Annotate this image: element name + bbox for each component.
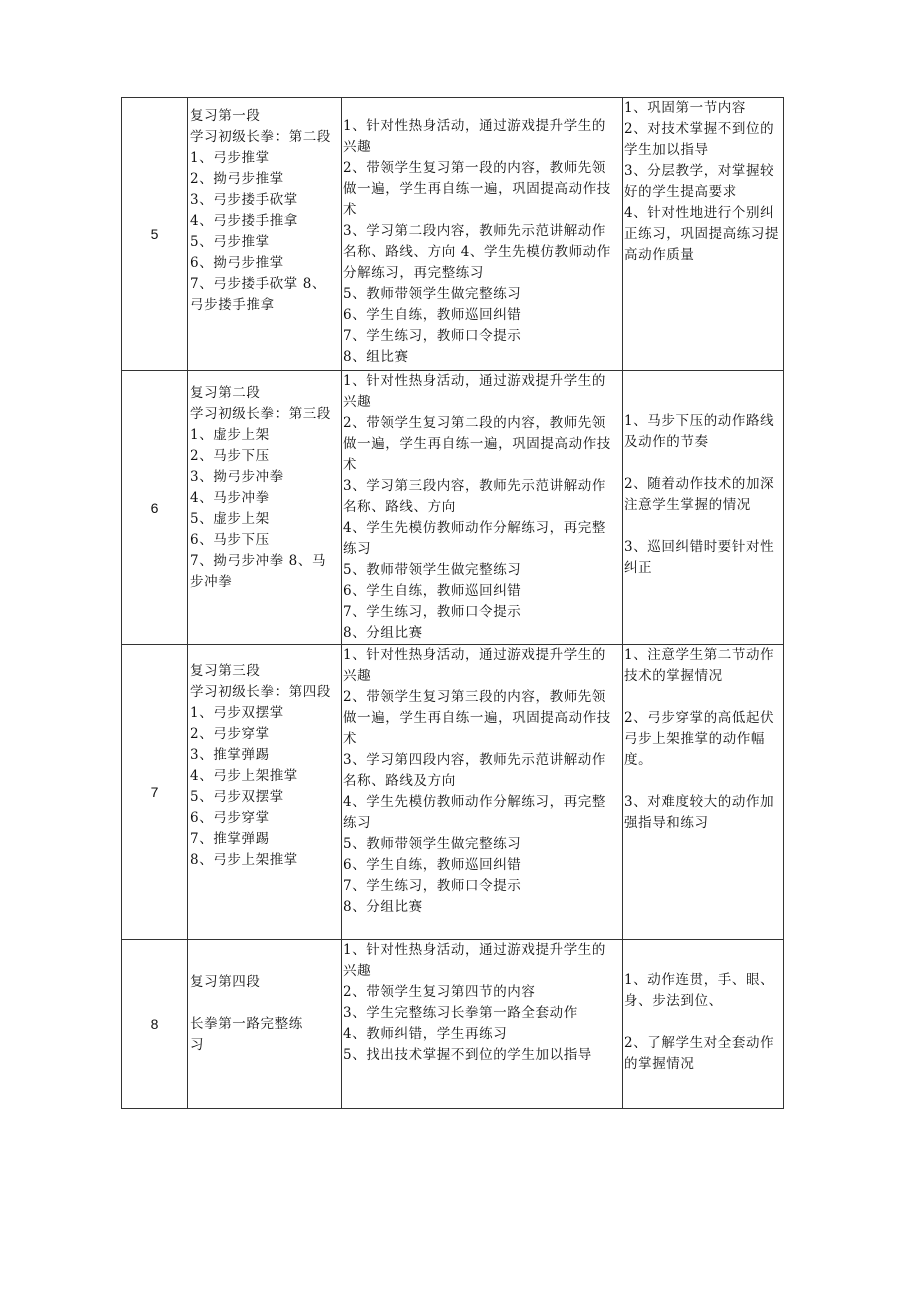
notes-line: 4、针对性地进行个别纠正练习，巩固提高练习提高动作质量	[624, 205, 780, 263]
lesson-plan-table	[121, 97, 784, 1109]
notes-line: 2、随着动作技术的加深注意学生掌握的情况	[624, 476, 775, 513]
content-cell	[188, 371, 342, 645]
notes-line: 2、了解学生对全套动作的掌握情况	[624, 1035, 775, 1072]
content-line: 3、拗弓步冲拳	[190, 469, 284, 485]
content-line: 5、虚步上架	[190, 511, 270, 527]
content-line: 2、弓步穿掌	[190, 726, 270, 742]
process-cell	[342, 371, 623, 645]
table-row	[122, 98, 784, 371]
process-cell	[342, 645, 623, 940]
lesson-number: 7	[122, 645, 188, 940]
process-line: 4、学生先模仿教师动作分解练习，再完整练习	[343, 520, 606, 557]
content-line: 5、弓步双摆掌	[190, 789, 284, 805]
process-line: 6、学生自练，教师巡回纠错	[343, 857, 522, 873]
notes-line: 2、对技术掌握不到位的学生加以指导	[624, 121, 775, 158]
content-line: 5、弓步推掌	[190, 234, 270, 250]
notes-cell	[623, 645, 784, 940]
content-line: 8、弓步上架推掌	[190, 852, 298, 868]
content-line: 6、拗弓步推掌	[190, 255, 284, 271]
content-line: 1、弓步双摆掌	[190, 705, 284, 721]
process-line: 2、带领学生复习第三段的内容，教师先领做一遍，学生再自练一遍，巩固提高动作技术	[343, 689, 611, 747]
process-line: 2、带领学生复习第二段的内容，教师先领做一遍，学生再自练一遍，巩固提高动作技术	[343, 415, 611, 473]
content-line: 学习初级长拳：第四段	[190, 684, 331, 700]
content-cell	[188, 645, 342, 940]
process-line: 1、针对性热身活动，通过游戏提升学生的兴趣	[343, 118, 606, 155]
notes-line: 3、分层教学，对掌握较好的学生提高要求	[624, 163, 775, 200]
process-line: 1、针对性热身活动，通过游戏提升学生的兴趣	[343, 373, 606, 410]
process-line: 7、学生练习，教师口令提示	[343, 328, 522, 344]
notes-cell	[623, 371, 784, 645]
notes-cell	[623, 940, 784, 1109]
content-line: 6、马步下压	[190, 532, 270, 548]
process-line: 3、学习第三段内容，教师先示范讲解动作名称、路线、方向	[343, 478, 606, 515]
notes-line: 3、对难度较大的动作加强指导和练习	[624, 794, 775, 831]
notes-line: 1、马步下压的动作路线及动作的节奏	[624, 413, 775, 450]
notes-line: 1、注意学生第二节动作技术的掌握情况	[624, 647, 775, 684]
process-line: 3、学习第四段内容，教师先示范讲解动作名称、路线及方向	[343, 752, 606, 789]
content-line: 7、推掌弹踢	[190, 831, 270, 847]
content-line: 4、弓步搂手推拿	[190, 213, 298, 229]
process-line: 5、教师带领学生做完整练习	[343, 562, 522, 578]
content-line: 学习初级长拳：第二段	[190, 129, 331, 145]
process-line: 7、学生练习，教师口令提示	[343, 604, 522, 620]
table-row	[122, 371, 784, 645]
process-line: 1、针对性热身活动，通过游戏提升学生的兴趣	[343, 647, 606, 684]
content-line: 长拳第一路完整练习	[190, 1016, 303, 1053]
content-line: 复习第一段	[190, 108, 261, 124]
content-line: 6、弓步穿掌	[190, 810, 270, 826]
process-line: 6、学生自练，教师巡回纠错	[343, 583, 522, 599]
content-line: 复习第三段	[190, 663, 261, 679]
process-line: 7、学生练习，教师口令提示	[343, 878, 522, 894]
content-line: 1、弓步推掌	[190, 150, 270, 166]
process-line: 1、针对性热身活动，通过游戏提升学生的兴趣	[343, 942, 606, 979]
process-line: 5、教师带领学生做完整练习	[343, 286, 522, 302]
notes-line: 1、动作连贯，手、眼、身、步法到位、	[624, 972, 775, 1009]
content-cell	[188, 940, 342, 1109]
process-line: 8、组比赛	[343, 349, 409, 365]
content-line: 复习第四段	[190, 974, 261, 990]
process-line: 8、分组比赛	[343, 899, 423, 915]
content-line: 7、弓步搂手砍掌 8、弓步搂手推拿	[190, 276, 327, 313]
process-line: 3、学生完整练习长拳第一路全套动作	[343, 1005, 578, 1021]
lesson-number: 5	[122, 98, 188, 371]
notes-line: 1、巩固第一节内容	[624, 100, 746, 116]
process-line: 6、学生自练，教师巡回纠错	[343, 307, 522, 323]
content-line: 3、推掌弹踢	[190, 747, 270, 763]
process-cell	[342, 98, 623, 371]
content-cell	[188, 98, 342, 371]
process-line: 8、分组比赛	[343, 625, 423, 641]
table-row	[122, 940, 784, 1109]
process-line: 5、教师带领学生做完整练习	[343, 836, 522, 852]
process-cell	[342, 940, 623, 1109]
notes-cell	[623, 98, 784, 371]
notes-line: 3、巡回纠错时要针对性纠正	[624, 539, 775, 576]
process-line: 5、找出技术掌握不到位的学生加以指导	[343, 1047, 592, 1063]
content-line: 2、马步下压	[190, 448, 270, 464]
content-line: 4、弓步上架推掌	[190, 768, 298, 784]
content-line: 1、虚步上架	[190, 427, 270, 443]
notes-line: 2、弓步穿掌的高低起伏弓步上架推掌的动作幅度。	[624, 710, 775, 768]
content-line: 复习第二段	[190, 385, 261, 401]
table-row	[122, 645, 784, 940]
content-line: 7、拗弓步冲拳 8、马步冲拳	[190, 553, 327, 590]
content-line: 4、马步冲拳	[190, 490, 270, 506]
content-line: 3、弓步搂手砍掌	[190, 192, 298, 208]
process-line: 4、学生先模仿教师动作分解练习，再完整练习	[343, 794, 606, 831]
process-line: 4、教师纠错，学生再练习	[343, 1026, 508, 1042]
lesson-number: 8	[122, 940, 188, 1109]
lesson-number: 6	[122, 371, 188, 645]
content-line: 2、拗弓步推掌	[190, 171, 284, 187]
process-line: 2、带领学生复习第一段的内容，教师先领做一遍，学生再自练一遍，巩固提高动作技术	[343, 160, 611, 218]
process-line: 2、带领学生复习第四节的内容	[343, 984, 536, 1000]
process-line: 3、学习第二段内容，教师先示范讲解动作名称、路线、方向 4、学生先模仿教师动作分解练习，再完整练习	[343, 223, 611, 281]
content-line: 学习初级长拳：第三段	[190, 406, 331, 422]
